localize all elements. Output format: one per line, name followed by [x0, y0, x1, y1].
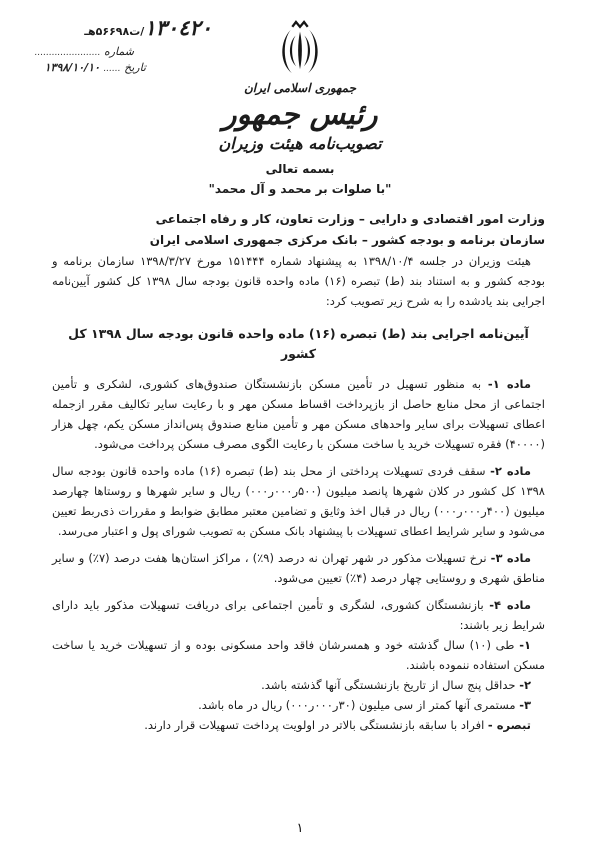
- article-4-lead: ماده ۴-: [489, 598, 531, 613]
- article-2: [52, 461, 545, 541]
- besmellah-line: بسمه تعالی: [265, 162, 335, 177]
- condition-3-lead: ۳-: [519, 698, 531, 713]
- condition-1-lead: ۱-: [519, 638, 531, 653]
- condition-2-text: حداقل پنج سال از تاریخ بازنشستگی آنها گذشته باشد.: [261, 678, 516, 693]
- handwritten-date: ۱۳۹۸/۱۰/۱۰: [44, 61, 100, 74]
- date-field: [10, 61, 212, 74]
- article-4-text: بازنشستگان کشوری، لشگری و تأمین اجتماعی برای دریافت تسهیلات مذکور باید دارای شرایط زیر باشند:: [52, 598, 545, 633]
- regulation-title: آیین‌نامه اجرایی بند (ط) تبصره (۱۶) ماده واحده قانون بودجه سال ۱۳۹۸ کل کشور: [68, 326, 529, 362]
- registration-number: [10, 16, 212, 40]
- registration-number-main: ١٣٠٤٢٠: [144, 16, 212, 40]
- article-4: [52, 595, 545, 635]
- page-number: ۱: [296, 821, 304, 836]
- number-field: [10, 45, 212, 58]
- article-2-lead: ماده ۲-: [490, 464, 531, 479]
- note-text: افراد با سابقه بازنشستگی بالاتر در اولویت پرداخت تسهیلات قرار دارند.: [144, 718, 485, 733]
- date-dotted-line: ......: [103, 64, 121, 74]
- office-title: رئیس جمهور: [222, 97, 378, 131]
- note-paragraph: [52, 715, 545, 735]
- registration-stamp: [10, 16, 212, 74]
- number-label: شماره: [103, 45, 134, 58]
- condition-3: [52, 695, 545, 715]
- condition-3-text: مستمری آنها کمتر از سی میلیون (۳۰ر۰۰۰ر۰۰۰) ریال در ماه باشد.: [198, 698, 516, 713]
- number-dotted-line: .......................: [34, 48, 101, 58]
- note-lead: تبصره -: [487, 718, 531, 733]
- article-1-lead: ماده ۱-: [487, 377, 531, 392]
- country-name: جمهوری اسلامی ایران: [243, 81, 357, 95]
- addressee-line-2: سازمان برنامه و بودجه کشور – بانک مرکزی جمهوری اسلامی ایران: [149, 233, 545, 248]
- article-1-text: به منظور تسهیل در تأمین مسکن بازنشستگان صندوق‌های کشوری، لشکری و تأمین اجتماعی از محل منابع حاصل از بازپرداخت اقساط مسکن مهر و با رعایت سایر تکالیف مقرر ازجمله اعطای تسهیلات برای سایر واحدهای مسکن مهر و تأمین منابع صندوق پس‌انداز مسکن یکم، چهل هزار (۴۰۰۰۰) فقره تسهیلات خرید یا ساخت مسکن با رعایت الگوی مصرف مسکن پرداخت می‌شود.: [52, 377, 545, 452]
- article-3-lead: ماده ۳-: [490, 551, 531, 566]
- registration-number-suffix: /ت۵۶۶۹۸هـ: [84, 25, 145, 38]
- addressees-block: [55, 209, 545, 251]
- article-2-text: سقف فردی تسهیلات پرداختی از محل بند (ط) تبصره (۱۶) ماده واحده قانون بودجه سال ۱۳۹۸ کل کشور در کلان شهرها پانصد میلیون (۵۰۰ر۰۰۰ر۰۰۰) ریال و سایر شهرها و روستاها چهارصد میلیون (۴۰۰ر۰۰۰ر۰۰۰) ریال در قبال اخذ وثایق و تضامین معتبر مطابق ضوابط و مقررات ذی‌ربط تعیین می‌شود و سایر شرایط اعطای تسهیلات با پیشنهاد بانک مسکن به تصویب شورای پول و اعتبار می‌رسد.: [52, 464, 546, 539]
- condition-2: [52, 675, 545, 695]
- condition-1-text: طی (۱۰) سال گذشته خود و همسرشان فاقد واحد مسکونی بوده و از تسهیلات خرید یا ساخت مسکن استفاده ننموده باشند.: [52, 638, 545, 673]
- document-body: [52, 251, 545, 735]
- document-type-title: تصویب‌نامه هیئت وزیران: [218, 134, 382, 154]
- condition-2-lead: ۲-: [519, 678, 531, 693]
- addressee-line-1: وزارت امور اقتصادی و دارایی – وزارت تعاون، کار و رفاه اجتماعی: [155, 212, 545, 227]
- date-label: تاریخ: [124, 61, 146, 74]
- salutation-line: "با صلوات بر محمد و آل محمد": [208, 182, 392, 197]
- condition-1: [52, 635, 545, 675]
- article-3: [52, 548, 545, 588]
- article-1: [52, 374, 545, 454]
- preamble-paragraph: هیئت وزیران در جلسه ۱۳۹۸/۱۰/۴ به پیشنهاد شماره ۱۵۱۴۴۴ مورخ ۱۳۹۸/۳/۲۷ سازمان برنامه و بودجه کشور و به استناد بند (ط) تبصره (۱۶) ماده واحده قانون بودجه سال ۱۳۹۸ کل کشور آیین‌نامه اجرایی بند یادشده را به شرح زیر تصویب کرد:: [52, 254, 545, 309]
- article-3-text: نرخ تسهیلات مذکور در شهر تهران نه درصد (۹٪) ، مراکز استان‌ها هفت درصد (۷٪) و سایر مناطق شهری و روستایی چهار درصد (۴٪) تعیین می‌شود.: [52, 551, 545, 586]
